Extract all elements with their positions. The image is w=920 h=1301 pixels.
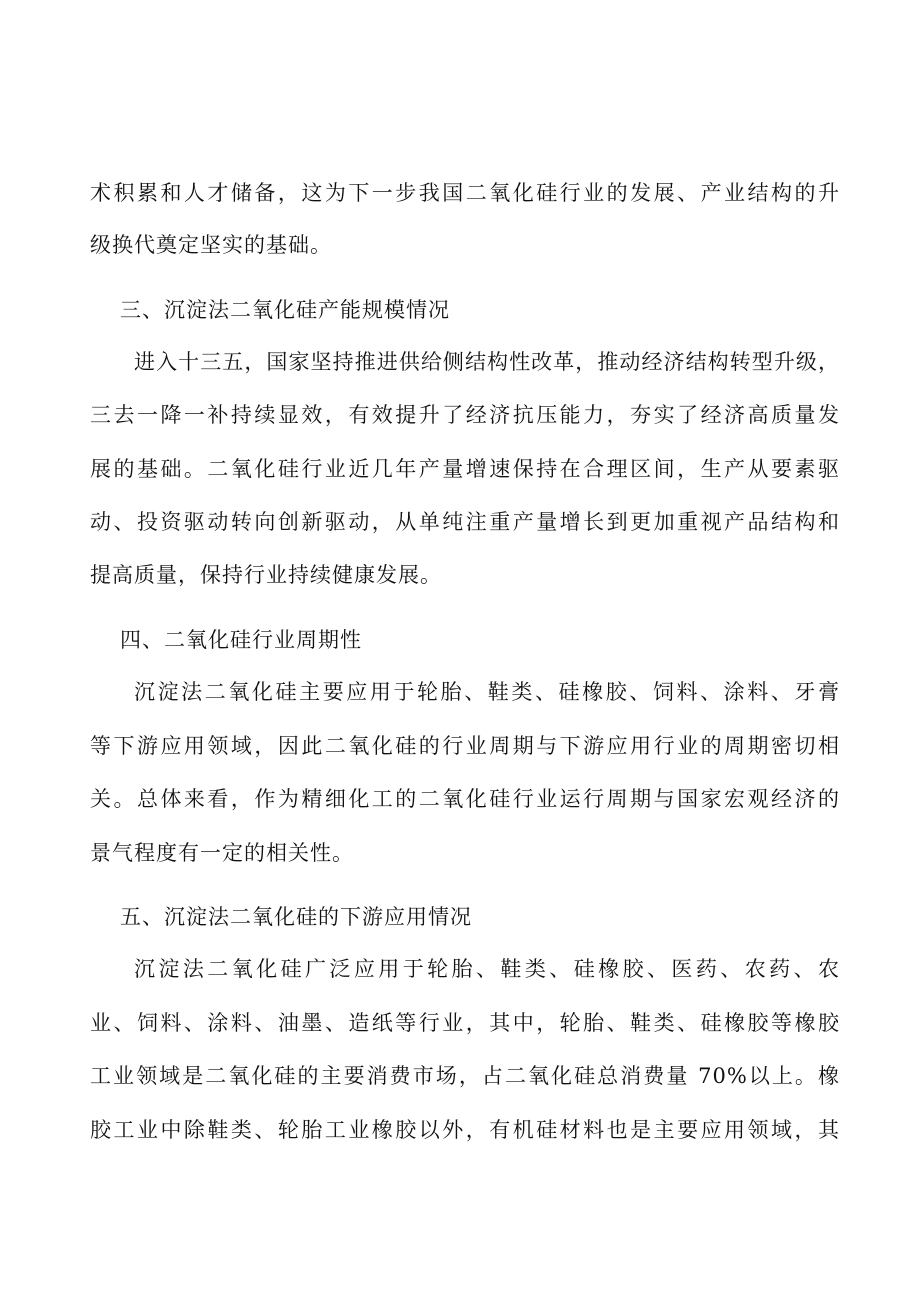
section-4-line-1: 沉淀法二氧化硅主要应用于轮胎、鞋类、硅橡胶、饲料、涂料、牙膏 [134, 680, 840, 704]
section-5-line-2: 业、饲料、涂料、油墨、造纸等行业，其中，轮胎、鞋类、硅橡胶等橡胶 [90, 1011, 840, 1035]
section-4-line-4: 景气程度有一定的相关性。 [90, 841, 354, 865]
section-3-line-3: 展的基础。二氧化硅行业近几年产量增速保持在合理区间，生产从要素驱 [90, 457, 840, 481]
section-5-line-4: 胶工业中除鞋类、轮胎工业橡胶以外，有机硅材料也是主要应用领域，其 [90, 1118, 840, 1142]
section-5-line-3: 工业领域是二氧化硅的主要消费市场，占二氧化硅总消费量 70%以上。橡 [90, 1064, 840, 1088]
section-3-line-2: 三去一降一补持续显效，有效提升了经济抗压能力，夯实了经济高质量发 [90, 403, 840, 427]
section-4-line-2: 等下游应用领域，因此二氧化硅的行业周期与下游应用行业的周期密切相 [90, 734, 840, 758]
section-3-line-4: 动、投资驱动转向创新驱动，从单纯注重产量增长到更加重视产品结构和 [90, 510, 840, 534]
section-5-heading: 五、沉淀法二氧化硅的下游应用情况 [120, 905, 472, 929]
section-4-line-3: 关。总体来看，作为精细化工的二氧化硅行业运行周期与国家宏观经济的 [90, 787, 840, 811]
section-3-heading: 三、沉淀法二氧化硅产能规模情况 [120, 298, 450, 322]
section-5-line-1: 沉淀法二氧化硅广泛应用于轮胎、鞋类、硅橡胶、医药、农药、农 [134, 957, 840, 981]
section-3-line-1: 进入十三五，国家坚持推进供给侧结构性改革，推动经济结构转型升级， [134, 350, 840, 374]
section-4-heading: 四、二氧化硅行业周期性 [120, 628, 362, 652]
intro-line-2: 级换代奠定坚实的基础。 [90, 233, 332, 257]
section-3-line-5: 提高质量，保持行业持续健康发展。 [90, 563, 442, 587]
intro-line-1: 术积累和人才储备，这为下一步我国二氧化硅行业的发展、产业结构的升 [90, 181, 840, 205]
